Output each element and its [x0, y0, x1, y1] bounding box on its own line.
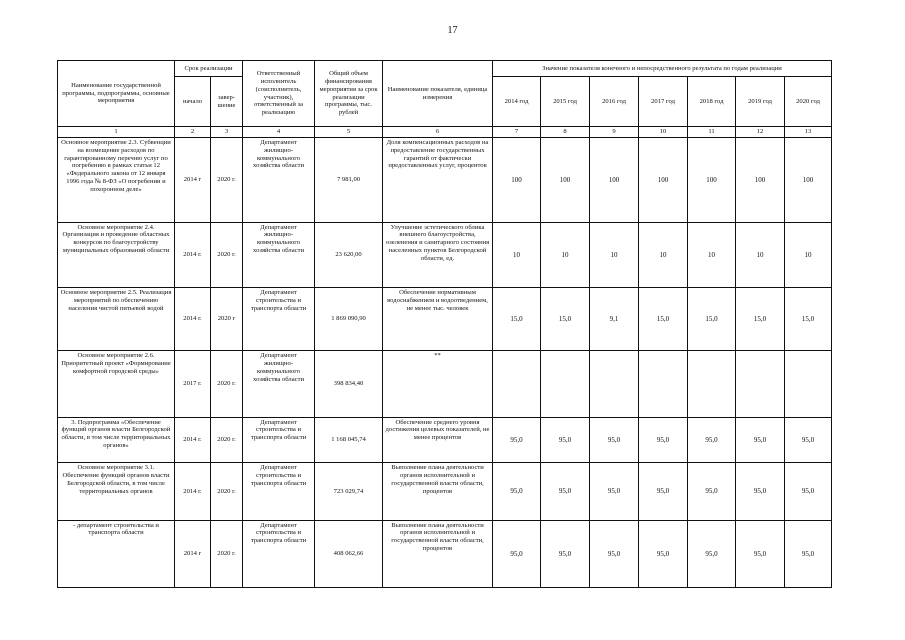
row-value: 15,0	[736, 287, 785, 350]
row-start: 2014 г	[175, 520, 211, 587]
row-value: 95,0	[688, 520, 736, 587]
row-funding: 7 981,00	[315, 138, 383, 223]
column-number: 2	[175, 127, 211, 138]
row-value: 100	[639, 138, 688, 223]
column-number: 4	[243, 127, 315, 138]
row-name: Основное мероприятие 2.4. Организация и проведение областных конкурсов по благоустройству муниципальных образований области	[58, 222, 175, 287]
row-executor: Департамент жилищно-коммунального хозяйства области	[243, 222, 315, 287]
header-term: Срок реализации	[175, 61, 243, 77]
row-value: 100	[688, 138, 736, 223]
header-year: 2018 год	[688, 77, 736, 127]
row-value: 95,0	[639, 463, 688, 520]
row-value: 95,0	[639, 520, 688, 587]
row-value	[541, 351, 590, 417]
row-executor: Департамент строительства и транспорта области	[243, 417, 315, 463]
row-value	[639, 351, 688, 417]
row-start: 2014 г.	[175, 463, 211, 520]
row-value: 95,0	[541, 520, 590, 587]
row-end: 2020 г.	[211, 351, 243, 417]
table-row	[58, 138, 832, 223]
row-value: 10	[785, 222, 832, 287]
row-end: 2020 г.	[211, 463, 243, 520]
row-indicator: **	[383, 351, 493, 417]
header-start: начало	[175, 77, 211, 127]
row-value: 95,0	[688, 463, 736, 520]
table-row	[58, 351, 832, 417]
row-name: Основное мероприятие 2.5. Реализация мероприятий по обеспечению населения чистой питьевой водой	[58, 287, 175, 350]
row-value: 95,0	[541, 417, 590, 463]
column-number: 9	[590, 127, 639, 138]
row-funding: 1 168 045,74	[315, 417, 383, 463]
row-value: 15,0	[688, 287, 736, 350]
row-funding: 723 029,74	[315, 463, 383, 520]
row-value	[590, 351, 639, 417]
row-value: 95,0	[541, 463, 590, 520]
column-number: 6	[383, 127, 493, 138]
column-number: 7	[493, 127, 541, 138]
header-indicator: Наименование показателя, единица измерения	[383, 61, 493, 127]
row-value: 10	[541, 222, 590, 287]
row-executor: Департамент строительства и транспорта области	[243, 520, 315, 587]
header-year: 2019 год	[736, 77, 785, 127]
header-year: 2016 год	[590, 77, 639, 127]
row-value	[785, 351, 832, 417]
column-number: 11	[688, 127, 736, 138]
header-values-group: Значение показателя конечного и непосредственного результата по годам реализации	[493, 61, 832, 77]
row-value	[493, 351, 541, 417]
header-funding: Общий объем финансирования мероприятия за срок реализации программы, тыс. рублей	[315, 61, 383, 127]
row-value: 10	[639, 222, 688, 287]
row-value: 95,0	[493, 463, 541, 520]
row-value: 10	[688, 222, 736, 287]
row-indicator: Выполнение плана деятельности органов исполнительной и государственной власти области, процентов	[383, 520, 493, 587]
header-year: 2015 год	[541, 77, 590, 127]
row-value: 100	[541, 138, 590, 223]
row-value: 100	[493, 138, 541, 223]
row-value: 15,0	[541, 287, 590, 350]
row-end: 2020 г	[211, 287, 243, 350]
row-value: 10	[590, 222, 639, 287]
row-value: 9,1	[590, 287, 639, 350]
row-end: 2020 г.	[211, 138, 243, 223]
row-name: 3. Подпрограмма «Обеспечение функций органов власти Белгородской области, в том числе территориальных органов»	[58, 417, 175, 463]
column-number: 13	[785, 127, 832, 138]
table-row	[58, 287, 832, 350]
row-start: 2014 г.	[175, 287, 211, 350]
column-number: 1	[58, 127, 175, 138]
row-end: 2020 г.	[211, 520, 243, 587]
row-indicator: Доля компенсационных расходов на предоставление государственных гарантий от фактически предоставленных услуг, процентов	[383, 138, 493, 223]
page-number: 17	[447, 25, 458, 36]
row-value: 100	[785, 138, 832, 223]
row-funding: 408 062,66	[315, 520, 383, 587]
header-executor: Ответственный исполнитель (соисполнитель, участник), ответственный за реализацию	[243, 61, 315, 127]
row-funding: 23 620,00	[315, 222, 383, 287]
row-value: 10	[736, 222, 785, 287]
column-number: 5	[315, 127, 383, 138]
header-year: 2020 год	[785, 77, 832, 127]
row-name: Основное мероприятие 2.6. Приоритетный проект «Формирование комфортной городской среды»	[58, 351, 175, 417]
row-end: 2020 г.	[211, 222, 243, 287]
row-value: 15,0	[493, 287, 541, 350]
table-row	[58, 222, 832, 287]
row-value: 10	[493, 222, 541, 287]
row-start: 2014 г.	[175, 222, 211, 287]
table-row	[58, 417, 832, 463]
row-indicator: Обеспечение нормативным водоснабжением и водоотведением, не менее тыс. человек	[383, 287, 493, 350]
header-year: 2014 год	[493, 77, 541, 127]
row-funding: 1 869 090,90	[315, 287, 383, 350]
header-name: Наименование государственной программы, подпрограммы, основные мероприятия	[58, 61, 175, 127]
row-value: 95,0	[639, 417, 688, 463]
row-start: 2014 г	[175, 138, 211, 223]
row-name: Основное мероприятие 3.1. Обеспечение функций органов власти Белгородской области, в том числе территориальных органов	[58, 463, 175, 520]
row-value: 100	[590, 138, 639, 223]
row-executor: Департамент жилищно-коммунального хозяйства области	[243, 351, 315, 417]
row-value: 95,0	[736, 463, 785, 520]
row-indicator: Улучшение эстетического облика внешнего благоустройства, озеленения и санитарного состояния населенных пунктов Белгородской области, ед.	[383, 222, 493, 287]
row-start: 2017 г.	[175, 351, 211, 417]
row-value: 95,0	[688, 417, 736, 463]
row-value: 95,0	[785, 417, 832, 463]
row-value: 95,0	[590, 417, 639, 463]
row-value: 95,0	[493, 520, 541, 587]
row-name: Основное мероприятие 2.3. Субвенции на возмещение расходов по гарантированному перечню услуг по погребению в рамках статьи 12 «Федерального закона от 12 января 1996 года № 8-ФЗ «О погребении и похоронном деле»	[58, 138, 175, 223]
header-year: 2017 год	[639, 77, 688, 127]
row-value: 95,0	[785, 520, 832, 587]
row-funding: 398 834,40	[315, 351, 383, 417]
row-value	[688, 351, 736, 417]
row-value	[736, 351, 785, 417]
row-executor: Департамент строительства и транспорта области	[243, 287, 315, 350]
row-end: 2020 г.	[211, 417, 243, 463]
column-number: 8	[541, 127, 590, 138]
row-value: 15,0	[785, 287, 832, 350]
column-number: 10	[639, 127, 688, 138]
table-row	[58, 463, 832, 520]
row-executor: Департамент жилищно-коммунального хозяйства области	[243, 138, 315, 223]
row-executor: Департамент строительства и транспорта области	[243, 463, 315, 520]
indicators-table	[57, 60, 832, 588]
row-value: 95,0	[590, 520, 639, 587]
row-value: 100	[736, 138, 785, 223]
table-row	[58, 520, 832, 587]
row-value: 95,0	[785, 463, 832, 520]
row-value: 95,0	[590, 463, 639, 520]
row-value: 15,0	[639, 287, 688, 350]
column-number: 3	[211, 127, 243, 138]
row-indicator: Обеспечение среднего уровня достижения целевых показателей, не менее процентов	[383, 417, 493, 463]
column-number: 12	[736, 127, 785, 138]
row-value: 95,0	[736, 520, 785, 587]
row-value: 95,0	[736, 417, 785, 463]
row-indicator: Выполнение плана деятельности органов исполнительной и государственной власти области, процентов	[383, 463, 493, 520]
row-start: 2014 г.	[175, 417, 211, 463]
header-end: завер-шение	[211, 77, 243, 127]
row-value: 95,0	[493, 417, 541, 463]
row-name: - департамент строительства и транспорта области	[58, 520, 175, 587]
column-number-row	[58, 127, 832, 138]
